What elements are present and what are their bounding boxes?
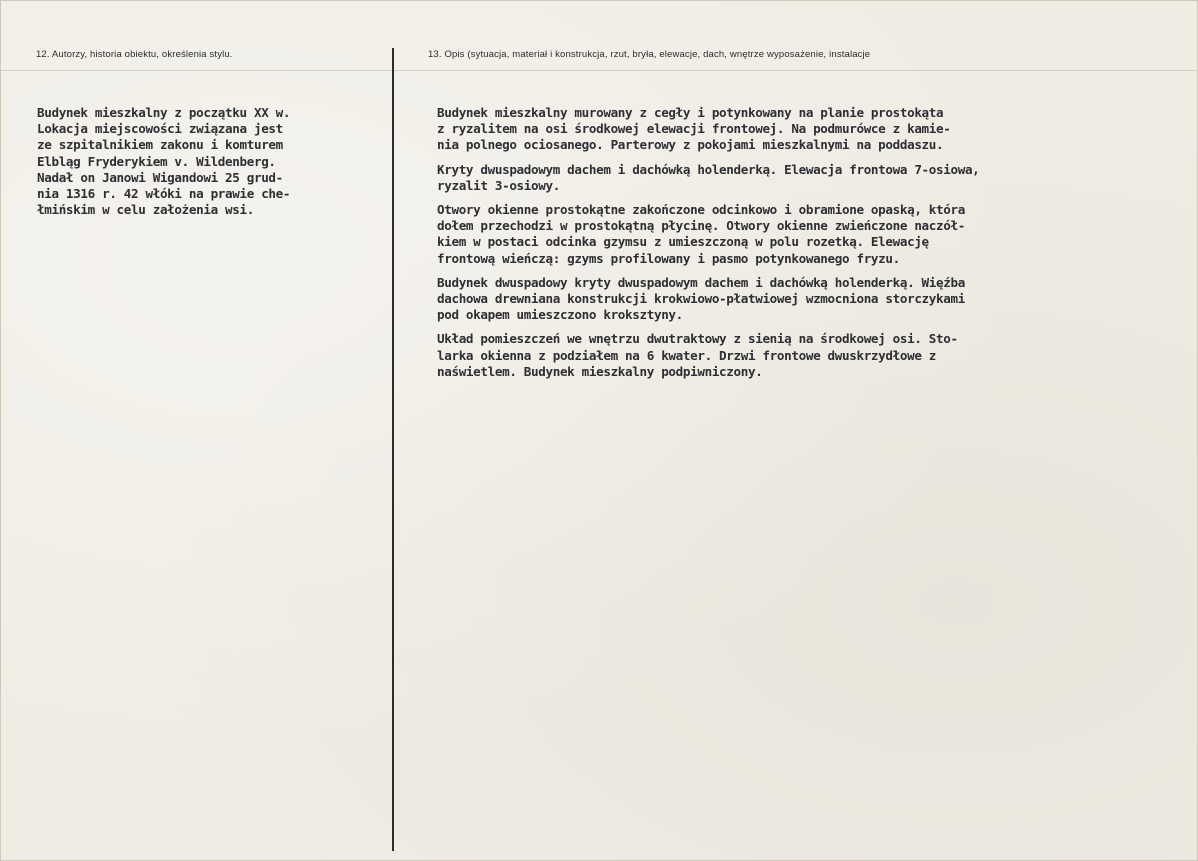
text-line: nia polnego ociosanego. Parterowy z pokojami mieszkalnymi na poddaszu. (437, 137, 944, 153)
header-rule (1, 70, 1198, 71)
text-line: frontową wieńczą: gzyms profilowany i pasmo potynkowanego fryzu. (437, 250, 900, 266)
text-line: Budynek mieszkalny murowany z cegły i potynkowany na planie prostokąta (437, 105, 944, 120)
text-line: Kryty dwuspadowym dachem i dachówką holenderką. Elewacja frontowa 7-osiowa, (437, 161, 980, 177)
text-line: kiem w postaci odcinka gzymsu z umieszczoną w polu rozetką. Elewację (437, 234, 929, 250)
text-line: Budynek mieszkalny z początku XX w. (37, 105, 291, 120)
text-line: Elbląg Fryderykiem v. Wildenberg. (37, 153, 276, 169)
section-13-title: 13. Opis (sytuacja, materiał i konstrukcja, rzut, bryła, elewacje, dach, wnętrze wyposażenie, instalacje (428, 49, 871, 60)
column-divider (392, 48, 394, 851)
text-line: Nadał on Janowi Wigandowi 25 grud- (37, 169, 283, 185)
text-line: łmińskim w celu założenia wsi. (37, 202, 254, 218)
text-line: ryzalit 3-osiowy. (437, 177, 560, 193)
text-line: Układ pomieszczeń we wnętrzu dwutraktowy z sienią na środkowej osi. Sto- (437, 331, 958, 347)
paragraph (437, 202, 1157, 267)
text-line: Otwory okienne prostokątne zakończone odcinkowo i obramione opaską, która (437, 202, 965, 218)
paragraph (437, 275, 1157, 324)
text-line: larka okienna z podziałem na 6 kwater. Drzwi frontowe dwuskrzydłowe z (437, 347, 937, 363)
paragraph (437, 105, 1157, 154)
text-line: z ryzalitem na osi środkowej elewacji frontowej. Na podmurówce z kamie- (437, 121, 951, 137)
text-line: naświetlem. Budynek mieszkalny podpiwniczony. (437, 363, 763, 379)
text-line: nia 1316 r. 42 włóki na prawie che- (37, 186, 291, 202)
text-line: Budynek dwuspadowy kryty dwuspadowym dachem i dachówką holenderką. Więźba (437, 274, 965, 290)
paragraph (437, 331, 1157, 380)
section-13-text (437, 105, 1157, 388)
text-line: dachowa drewniana konstrukcji krokwiowo-płatwiowej wzmocniona storczykami (437, 291, 965, 307)
text-line: pod okapem umieszczono kroksztyny. (437, 307, 683, 323)
text-line: dołem przechodzi w prostokątną płycinę. Otwory okienne zwieńczone naczół- (437, 218, 965, 234)
text-line: Lokacja miejscowości związana jest (37, 121, 283, 137)
text-line: ze szpitalnikiem zakonu i komturem (37, 137, 283, 153)
section-12-text (37, 105, 389, 218)
paragraph (437, 162, 1157, 194)
section-12-title: 12. Autorzy, historia obiektu, określenia stylu. (36, 49, 233, 60)
